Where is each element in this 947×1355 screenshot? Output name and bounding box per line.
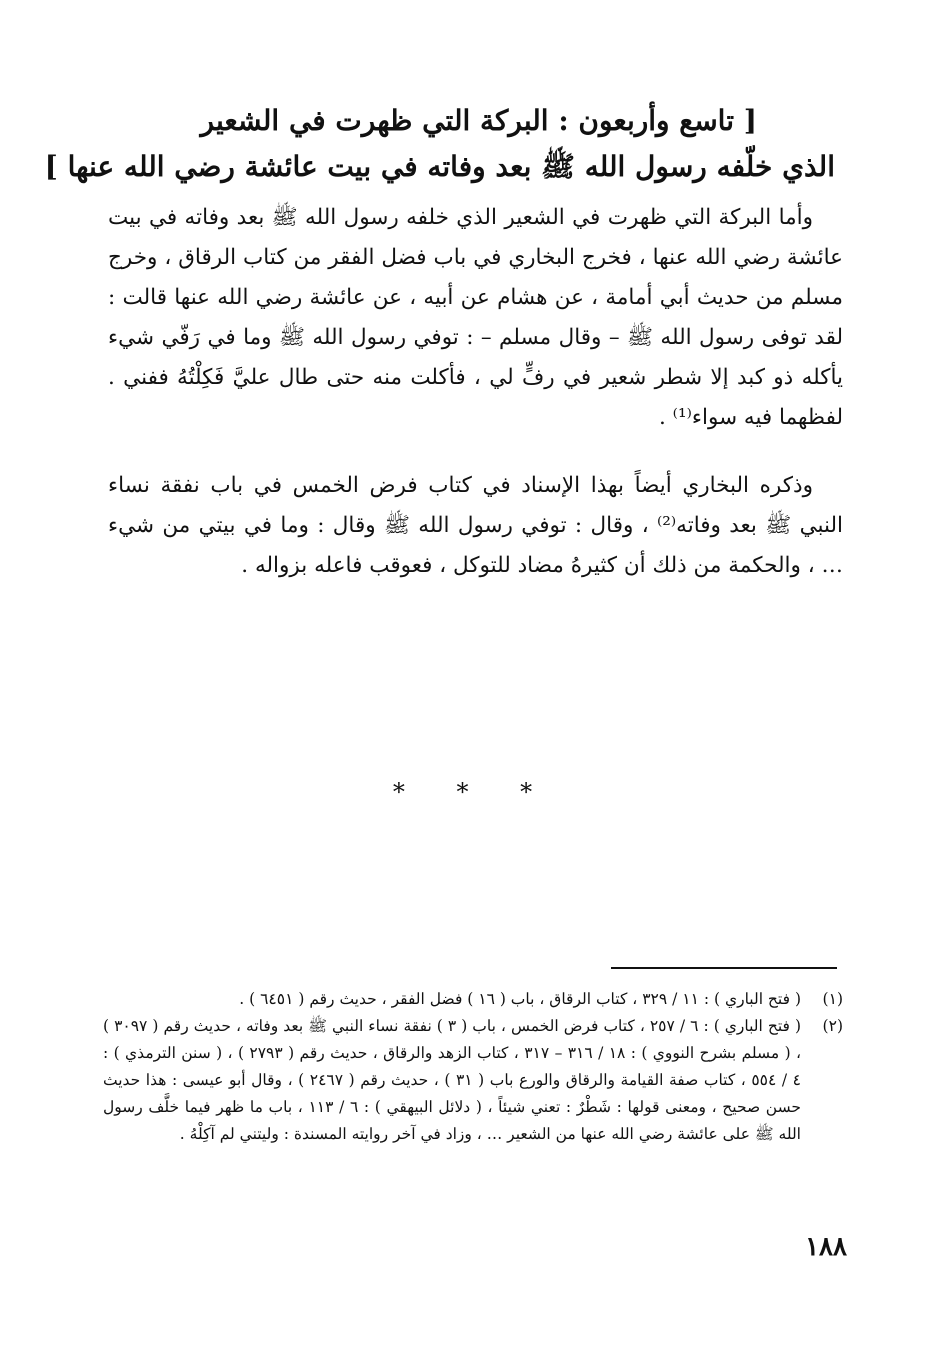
- body-paragraph-1-block: [108, 198, 843, 438]
- body-paragraph: وأما البركة التي ظهرت في الشعير الذي خلفه رسول الله ﷺ بعد وفاته في بيت عائشة رضي الله عنها ، فخرج البخاري في باب فضل الفقر من كتاب الرقاق ، وخرج مسلم من حديث أبي أمامة ، عن هشام عن أبيه ، عن عائشة رضي الله عنها قالت : لقد توفى رسول الله ﷺ – وقال مسلم – : توفي رسول الله ﷺ وما في رَفّي شيء يأكله ذو كبد إلا شطر شعير في رفٍّ لي ، فأكلت منه حتى طال عليَّ فَكِلْتُهُ ففني . لفظهما فيه سواء⁽¹⁾ .: [108, 205, 843, 430]
- footnotes: [103, 986, 843, 1148]
- footnote-text: ( فتح الباري ) : ١١ / ٣٢٩ ، كتاب الرقاق ، باب ( ١٦ ) فضل الفقر ، حديث رقم ( ٦٤٥١ ) .: [239, 990, 801, 1008]
- body-paragraph: وذكره البخاري أيضاً بهذا الإسناد في كتاب فرض الخمس في باب نفقة نساء النبي ﷺ بعد وفاته⁽²⁾ ، وقال : توفي رسول الله ﷺ وقال : وما في بيتي من شيء … ، والحكمة من ذلك أن كثيرهُ مضاد للتوكل ، فعوقب فاعله بزواله .: [108, 473, 843, 578]
- page-number: ١٨٨: [805, 1232, 847, 1262]
- chapter-title-line-1: [ تاسع وأربعون : البركة التي ظهرت في الشعير: [200, 104, 757, 137]
- footnote-text: ( فتح الباري ) : ٦ / ٢٥٧ ، كتاب فرض الخمس ، باب ( ٣ ) نفقة نساء النبي ﷺ بعد وفاته ، حديث رقم ( ٣٠٩٧ ) ، ( مسلم بشرح النووي ) : ١٨ / ٣١٦ – ٣١٧ ، كتاب الزهد والرقاق ، حديث رقم ( ٢٧٩٣ ) ، ( سنن الترمذي ) : ٤ / ٥٥٤ ، كتاب صفة القيامة والرقاق والورع باب ( ٣١ ) ، حديث رقم ( ٢٤٦٧ ) ، وقال أبو عيسى : هذا حديث حسن صحيح ، ومعنى قولها : شَطْرٌ : تعني شيئاً ، ( دلائل البيهقي ) : ٦ / ١١٣ ، باب ما ظهر فيما خلَّف رسول الله ﷺ على عائشة رضي الله عنها من الشعير … ، وزاد في آخر روايته المسندة : وليتني لم آكِلْهُ .: [103, 1017, 802, 1143]
- footnote-1: [103, 986, 843, 1013]
- section-separator: * * *: [392, 778, 555, 806]
- chapter-title-line-2: الذي خلّفه رسول الله ﷺ بعد وفاته في بيت عائشة رضي الله عنها ]: [44, 150, 835, 183]
- footnote-divider: [611, 967, 837, 969]
- footnote-2: [103, 1013, 843, 1148]
- footnote-number: (٢): [822, 1017, 843, 1035]
- body-paragraph-2-block: [108, 466, 843, 586]
- footnote-number: (١): [822, 990, 843, 1008]
